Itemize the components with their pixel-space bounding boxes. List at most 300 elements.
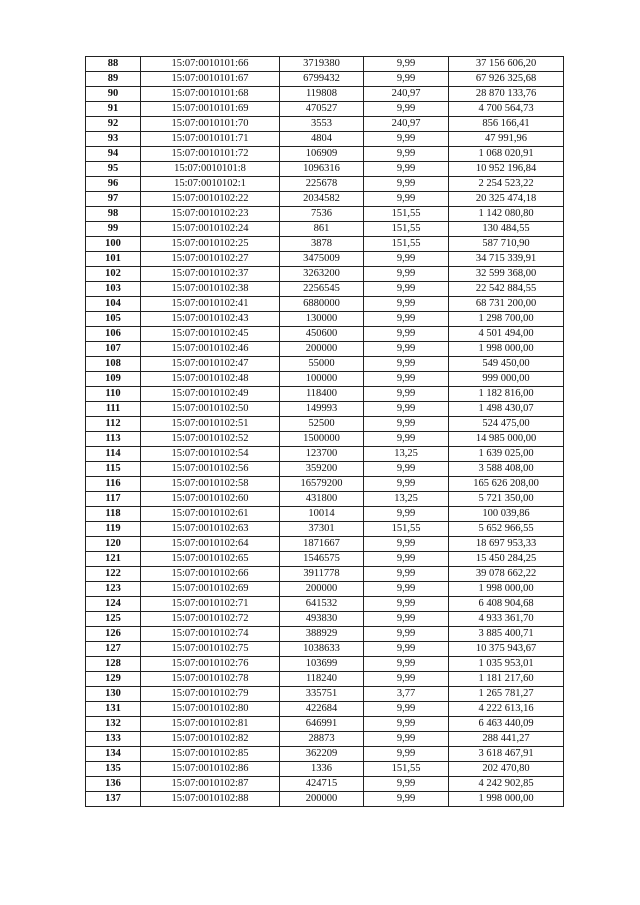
cadastral-number-cell: 15:07:0010102:71 <box>141 597 280 612</box>
cadastral-value-table <box>85 56 564 807</box>
cadastral-number-cell: 15:07:0010102:80 <box>141 702 280 717</box>
cadastral-number-cell: 15:07:0010101:71 <box>141 132 280 147</box>
table-row <box>86 792 564 807</box>
cadastral-value-cell: 37 156 606,20 <box>449 57 564 72</box>
area-cell: 118400 <box>280 387 364 402</box>
row-number-cell: 100 <box>86 237 141 252</box>
cadastral-number-cell: 15:07:0010102:22 <box>141 192 280 207</box>
table-row <box>86 492 564 507</box>
cadastral-value-cell: 5 721 350,00 <box>449 492 564 507</box>
rate-cell: 9,99 <box>364 717 449 732</box>
table-row <box>86 582 564 597</box>
table-row <box>86 612 564 627</box>
cadastral-value-cell: 6 408 904,68 <box>449 597 564 612</box>
table-row <box>86 507 564 522</box>
area-cell: 200000 <box>280 792 364 807</box>
table-row <box>86 207 564 222</box>
cadastral-value-cell: 2 254 523,22 <box>449 177 564 192</box>
cadastral-number-cell: 15:07:0010101:70 <box>141 117 280 132</box>
rate-cell: 9,99 <box>364 102 449 117</box>
cadastral-number-cell: 15:07:0010102:61 <box>141 507 280 522</box>
table-row <box>86 702 564 717</box>
cadastral-number-cell: 15:07:0010102:41 <box>141 297 280 312</box>
area-cell: 118240 <box>280 672 364 687</box>
rate-cell: 9,99 <box>364 612 449 627</box>
row-number-cell: 121 <box>86 552 141 567</box>
area-cell: 225678 <box>280 177 364 192</box>
area-cell: 4804 <box>280 132 364 147</box>
area-cell: 1096316 <box>280 162 364 177</box>
cadastral-number-cell: 15:07:0010102:38 <box>141 282 280 297</box>
cadastral-number-cell: 15:07:0010102:81 <box>141 717 280 732</box>
rate-cell: 9,99 <box>364 177 449 192</box>
table-row <box>86 747 564 762</box>
table-row <box>86 657 564 672</box>
rate-cell: 240,97 <box>364 117 449 132</box>
cadastral-value-cell: 32 599 368,00 <box>449 267 564 282</box>
cadastral-value-cell: 1 998 000,00 <box>449 792 564 807</box>
area-cell: 2034582 <box>280 192 364 207</box>
rate-cell: 9,99 <box>364 342 449 357</box>
row-number-cell: 131 <box>86 702 141 717</box>
row-number-cell: 122 <box>86 567 141 582</box>
cadastral-value-cell: 100 039,86 <box>449 507 564 522</box>
area-cell: 123700 <box>280 447 364 462</box>
rate-cell: 9,99 <box>364 627 449 642</box>
cadastral-number-cell: 15:07:0010102:60 <box>141 492 280 507</box>
rate-cell: 9,99 <box>364 327 449 342</box>
area-cell: 103699 <box>280 657 364 672</box>
cadastral-value-cell: 1 068 020,91 <box>449 147 564 162</box>
table-row <box>86 567 564 582</box>
row-number-cell: 101 <box>86 252 141 267</box>
cadastral-value-cell: 4 933 361,70 <box>449 612 564 627</box>
table-row <box>86 282 564 297</box>
row-number-cell: 136 <box>86 777 141 792</box>
rate-cell: 9,99 <box>364 597 449 612</box>
area-cell: 3878 <box>280 237 364 252</box>
area-cell: 3263200 <box>280 267 364 282</box>
cadastral-value-cell: 3 588 408,00 <box>449 462 564 477</box>
cadastral-value-cell: 22 542 884,55 <box>449 282 564 297</box>
row-number-cell: 115 <box>86 462 141 477</box>
rate-cell: 9,99 <box>364 252 449 267</box>
cadastral-number-cell: 15:07:0010102:86 <box>141 762 280 777</box>
rate-cell: 9,99 <box>364 72 449 87</box>
cadastral-number-cell: 15:07:0010102:48 <box>141 372 280 387</box>
rate-cell: 9,99 <box>364 792 449 807</box>
table-row <box>86 267 564 282</box>
cadastral-number-cell: 15:07:0010102:46 <box>141 342 280 357</box>
cadastral-value-cell: 3 618 467,91 <box>449 747 564 762</box>
area-cell: 200000 <box>280 582 364 597</box>
area-cell: 3719380 <box>280 57 364 72</box>
row-number-cell: 90 <box>86 87 141 102</box>
cadastral-value-cell: 856 166,41 <box>449 117 564 132</box>
row-number-cell: 127 <box>86 642 141 657</box>
table-row <box>86 372 564 387</box>
rate-cell: 9,99 <box>364 282 449 297</box>
area-cell: 1871667 <box>280 537 364 552</box>
cadastral-number-cell: 15:07:0010101:68 <box>141 87 280 102</box>
row-number-cell: 109 <box>86 372 141 387</box>
cadastral-value-cell: 1 998 000,00 <box>449 582 564 597</box>
cadastral-value-cell: 1 265 781,27 <box>449 687 564 702</box>
row-number-cell: 137 <box>86 792 141 807</box>
area-cell: 424715 <box>280 777 364 792</box>
table-row <box>86 117 564 132</box>
rate-cell: 9,99 <box>364 312 449 327</box>
area-cell: 335751 <box>280 687 364 702</box>
cadastral-value-cell: 4 242 902,85 <box>449 777 564 792</box>
row-number-cell: 134 <box>86 747 141 762</box>
rate-cell: 13,25 <box>364 492 449 507</box>
cadastral-number-cell: 15:07:0010101:69 <box>141 102 280 117</box>
row-number-cell: 129 <box>86 672 141 687</box>
row-number-cell: 105 <box>86 312 141 327</box>
area-cell: 10014 <box>280 507 364 522</box>
cadastral-value-cell: 4 700 564,73 <box>449 102 564 117</box>
cadastral-value-cell: 18 697 953,33 <box>449 537 564 552</box>
cadastral-number-cell: 15:07:0010102:85 <box>141 747 280 762</box>
rate-cell: 9,99 <box>364 702 449 717</box>
cadastral-value-cell: 39 078 662,22 <box>449 567 564 582</box>
rate-cell: 151,55 <box>364 222 449 237</box>
row-number-cell: 128 <box>86 657 141 672</box>
area-cell: 100000 <box>280 372 364 387</box>
cadastral-value-cell: 4 501 494,00 <box>449 327 564 342</box>
cadastral-number-cell: 15:07:0010102:82 <box>141 732 280 747</box>
cadastral-number-cell: 15:07:0010102:78 <box>141 672 280 687</box>
table-row <box>86 552 564 567</box>
rate-cell: 9,99 <box>364 297 449 312</box>
row-number-cell: 116 <box>86 477 141 492</box>
table-row <box>86 417 564 432</box>
cadastral-value-cell: 20 325 474,18 <box>449 192 564 207</box>
row-number-cell: 117 <box>86 492 141 507</box>
cadastral-number-cell: 15:07:0010102:51 <box>141 417 280 432</box>
table-row <box>86 537 564 552</box>
rate-cell: 9,99 <box>364 402 449 417</box>
cadastral-number-cell: 15:07:0010102:54 <box>141 447 280 462</box>
cadastral-value-cell: 4 222 613,16 <box>449 702 564 717</box>
row-number-cell: 98 <box>86 207 141 222</box>
area-cell: 52500 <box>280 417 364 432</box>
cadastral-value-cell: 524 475,00 <box>449 417 564 432</box>
rate-cell: 9,99 <box>364 462 449 477</box>
rate-cell: 9,99 <box>364 162 449 177</box>
cadastral-value-cell: 1 035 953,01 <box>449 657 564 672</box>
table-row <box>86 642 564 657</box>
area-cell: 37301 <box>280 522 364 537</box>
row-number-cell: 99 <box>86 222 141 237</box>
cadastral-number-cell: 15:07:0010102:56 <box>141 462 280 477</box>
row-number-cell: 89 <box>86 72 141 87</box>
area-cell: 422684 <box>280 702 364 717</box>
table-row <box>86 762 564 777</box>
cadastral-value-cell: 68 731 200,00 <box>449 297 564 312</box>
table-row <box>86 297 564 312</box>
rate-cell: 9,99 <box>364 732 449 747</box>
row-number-cell: 110 <box>86 387 141 402</box>
cadastral-number-cell: 15:07:0010102:63 <box>141 522 280 537</box>
table-row <box>86 717 564 732</box>
cadastral-number-cell: 15:07:0010102:37 <box>141 267 280 282</box>
area-cell: 646991 <box>280 717 364 732</box>
cadastral-value-cell: 288 441,27 <box>449 732 564 747</box>
row-number-cell: 97 <box>86 192 141 207</box>
rate-cell: 9,99 <box>364 192 449 207</box>
area-cell: 1500000 <box>280 432 364 447</box>
row-number-cell: 104 <box>86 297 141 312</box>
table-row <box>86 732 564 747</box>
row-number-cell: 132 <box>86 717 141 732</box>
table-row <box>86 447 564 462</box>
table-row <box>86 387 564 402</box>
rate-cell: 240,97 <box>364 87 449 102</box>
rate-cell: 9,99 <box>364 357 449 372</box>
table-row <box>86 777 564 792</box>
table-row <box>86 192 564 207</box>
cadastral-number-cell: 15:07:0010102:47 <box>141 357 280 372</box>
rate-cell: 9,99 <box>364 432 449 447</box>
rate-cell: 9,99 <box>364 267 449 282</box>
area-cell: 119808 <box>280 87 364 102</box>
table-body <box>86 57 564 807</box>
table-row <box>86 432 564 447</box>
row-number-cell: 130 <box>86 687 141 702</box>
table-row <box>86 402 564 417</box>
area-cell: 431800 <box>280 492 364 507</box>
cadastral-number-cell: 15:07:0010102:25 <box>141 237 280 252</box>
cadastral-number-cell: 15:07:0010102:1 <box>141 177 280 192</box>
cadastral-number-cell: 15:07:0010102:75 <box>141 642 280 657</box>
table-row <box>86 132 564 147</box>
table-row <box>86 237 564 252</box>
cadastral-value-cell: 28 870 133,76 <box>449 87 564 102</box>
cadastral-number-cell: 15:07:0010101:67 <box>141 72 280 87</box>
rate-cell: 9,99 <box>364 537 449 552</box>
cadastral-value-cell: 1 298 700,00 <box>449 312 564 327</box>
cadastral-number-cell: 15:07:0010102:50 <box>141 402 280 417</box>
area-cell: 2256545 <box>280 282 364 297</box>
cadastral-number-cell: 15:07:0010102:43 <box>141 312 280 327</box>
rate-cell: 9,99 <box>364 582 449 597</box>
area-cell: 861 <box>280 222 364 237</box>
rate-cell: 9,99 <box>364 777 449 792</box>
area-cell: 28873 <box>280 732 364 747</box>
table-row <box>86 177 564 192</box>
area-cell: 55000 <box>280 357 364 372</box>
row-number-cell: 94 <box>86 147 141 162</box>
area-cell: 1038633 <box>280 642 364 657</box>
rate-cell: 9,99 <box>364 147 449 162</box>
cadastral-number-cell: 15:07:0010102:74 <box>141 627 280 642</box>
cadastral-number-cell: 15:07:0010102:64 <box>141 537 280 552</box>
area-cell: 388929 <box>280 627 364 642</box>
cadastral-value-cell: 47 991,96 <box>449 132 564 147</box>
cadastral-value-cell: 130 484,55 <box>449 222 564 237</box>
table-row <box>86 162 564 177</box>
cadastral-number-cell: 15:07:0010102:24 <box>141 222 280 237</box>
table-row <box>86 147 564 162</box>
area-cell: 200000 <box>280 342 364 357</box>
cadastral-value-cell: 1 181 217,60 <box>449 672 564 687</box>
cadastral-number-cell: 15:07:0010102:58 <box>141 477 280 492</box>
row-number-cell: 133 <box>86 732 141 747</box>
rate-cell: 9,99 <box>364 672 449 687</box>
cadastral-number-cell: 15:07:0010102:66 <box>141 567 280 582</box>
row-number-cell: 118 <box>86 507 141 522</box>
row-number-cell: 119 <box>86 522 141 537</box>
rate-cell: 9,99 <box>364 657 449 672</box>
cadastral-number-cell: 15:07:0010102:72 <box>141 612 280 627</box>
rate-cell: 9,99 <box>364 387 449 402</box>
cadastral-number-cell: 15:07:0010101:66 <box>141 57 280 72</box>
cadastral-number-cell: 15:07:0010102:69 <box>141 582 280 597</box>
cadastral-value-cell: 1 498 430,07 <box>449 402 564 417</box>
table-row <box>86 672 564 687</box>
area-cell: 470527 <box>280 102 364 117</box>
row-number-cell: 91 <box>86 102 141 117</box>
cadastral-number-cell: 15:07:0010102:76 <box>141 657 280 672</box>
rate-cell: 151,55 <box>364 237 449 252</box>
table-row <box>86 72 564 87</box>
table-row <box>86 477 564 492</box>
area-cell: 16579200 <box>280 477 364 492</box>
area-cell: 362209 <box>280 747 364 762</box>
table-row <box>86 357 564 372</box>
row-number-cell: 113 <box>86 432 141 447</box>
area-cell: 3911778 <box>280 567 364 582</box>
table-row <box>86 57 564 72</box>
table-row <box>86 222 564 237</box>
rate-cell: 9,99 <box>364 642 449 657</box>
cadastral-value-cell: 549 450,00 <box>449 357 564 372</box>
area-cell: 3475009 <box>280 252 364 267</box>
area-cell: 1336 <box>280 762 364 777</box>
cadastral-number-cell: 15:07:0010102:52 <box>141 432 280 447</box>
cadastral-value-cell: 5 652 966,55 <box>449 522 564 537</box>
cadastral-value-cell: 202 470,80 <box>449 762 564 777</box>
rate-cell: 151,55 <box>364 522 449 537</box>
table-row <box>86 102 564 117</box>
area-cell: 6880000 <box>280 297 364 312</box>
cadastral-number-cell: 15:07:0010102:27 <box>141 252 280 267</box>
row-number-cell: 114 <box>86 447 141 462</box>
table-row <box>86 87 564 102</box>
table-row <box>86 342 564 357</box>
row-number-cell: 120 <box>86 537 141 552</box>
row-number-cell: 125 <box>86 612 141 627</box>
cadastral-number-cell: 15:07:0010102:49 <box>141 387 280 402</box>
row-number-cell: 135 <box>86 762 141 777</box>
table-row <box>86 252 564 267</box>
row-number-cell: 111 <box>86 402 141 417</box>
cadastral-value-cell: 14 985 000,00 <box>449 432 564 447</box>
row-number-cell: 93 <box>86 132 141 147</box>
area-cell: 641532 <box>280 597 364 612</box>
cadastral-value-cell: 1 639 025,00 <box>449 447 564 462</box>
area-cell: 130000 <box>280 312 364 327</box>
cadastral-value-cell: 10 375 943,67 <box>449 642 564 657</box>
rate-cell: 9,99 <box>364 417 449 432</box>
table-row <box>86 312 564 327</box>
row-number-cell: 112 <box>86 417 141 432</box>
cadastral-value-cell: 1 142 080,80 <box>449 207 564 222</box>
row-number-cell: 108 <box>86 357 141 372</box>
cadastral-number-cell: 15:07:0010102:87 <box>141 777 280 792</box>
cadastral-value-cell: 165 626 208,00 <box>449 477 564 492</box>
rate-cell: 9,99 <box>364 372 449 387</box>
table-row <box>86 462 564 477</box>
area-cell: 149993 <box>280 402 364 417</box>
rate-cell: 9,99 <box>364 477 449 492</box>
cadastral-value-cell: 1 998 000,00 <box>449 342 564 357</box>
row-number-cell: 124 <box>86 597 141 612</box>
table-row <box>86 522 564 537</box>
cadastral-value-cell: 6 463 440,09 <box>449 717 564 732</box>
rate-cell: 151,55 <box>364 207 449 222</box>
row-number-cell: 102 <box>86 267 141 282</box>
row-number-cell: 92 <box>86 117 141 132</box>
rate-cell: 9,99 <box>364 747 449 762</box>
area-cell: 493830 <box>280 612 364 627</box>
row-number-cell: 123 <box>86 582 141 597</box>
cadastral-number-cell: 15:07:0010102:65 <box>141 552 280 567</box>
rate-cell: 9,99 <box>364 507 449 522</box>
rate-cell: 9,99 <box>364 552 449 567</box>
row-number-cell: 103 <box>86 282 141 297</box>
cadastral-value-cell: 1 182 816,00 <box>449 387 564 402</box>
cadastral-value-cell: 34 715 339,91 <box>449 252 564 267</box>
rate-cell: 9,99 <box>364 132 449 147</box>
cadastral-value-cell: 67 926 325,68 <box>449 72 564 87</box>
rate-cell: 151,55 <box>364 762 449 777</box>
area-cell: 359200 <box>280 462 364 477</box>
rate-cell: 9,99 <box>364 567 449 582</box>
cadastral-value-cell: 999 000,00 <box>449 372 564 387</box>
row-number-cell: 106 <box>86 327 141 342</box>
area-cell: 3553 <box>280 117 364 132</box>
row-number-cell: 126 <box>86 627 141 642</box>
area-cell: 1546575 <box>280 552 364 567</box>
row-number-cell: 107 <box>86 342 141 357</box>
area-cell: 450600 <box>280 327 364 342</box>
rate-cell: 9,99 <box>364 57 449 72</box>
area-cell: 6799432 <box>280 72 364 87</box>
cadastral-number-cell: 15:07:0010102:79 <box>141 687 280 702</box>
table-row <box>86 627 564 642</box>
cadastral-number-cell: 15:07:0010101:72 <box>141 147 280 162</box>
cadastral-value-cell: 587 710,90 <box>449 237 564 252</box>
rate-cell: 3,77 <box>364 687 449 702</box>
cadastral-number-cell: 15:07:0010102:45 <box>141 327 280 342</box>
table-row <box>86 327 564 342</box>
rate-cell: 13,25 <box>364 447 449 462</box>
cadastral-value-cell: 10 952 196,84 <box>449 162 564 177</box>
cadastral-value-cell: 15 450 284,25 <box>449 552 564 567</box>
cadastral-number-cell: 15:07:0010102:23 <box>141 207 280 222</box>
row-number-cell: 96 <box>86 177 141 192</box>
cadastral-number-cell: 15:07:0010102:88 <box>141 792 280 807</box>
row-number-cell: 88 <box>86 57 141 72</box>
area-cell: 106909 <box>280 147 364 162</box>
cadastral-number-cell: 15:07:0010101:8 <box>141 162 280 177</box>
area-cell: 7536 <box>280 207 364 222</box>
row-number-cell: 95 <box>86 162 141 177</box>
table-row <box>86 597 564 612</box>
